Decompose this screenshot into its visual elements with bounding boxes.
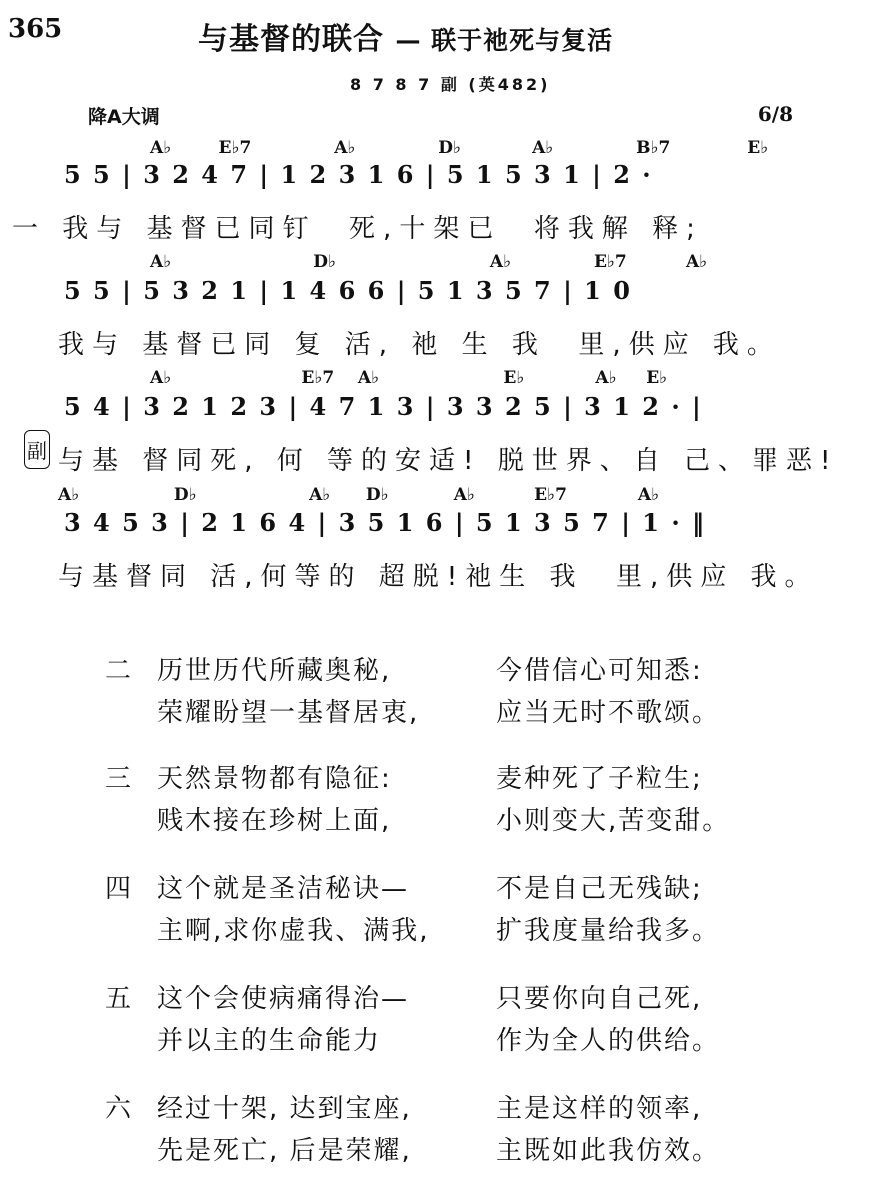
hymn-title xyxy=(198,14,613,58)
verse-line: 作为全人的供给。 xyxy=(496,1026,721,1056)
verse-line: 先是死亡, 后是荣耀, xyxy=(157,1136,412,1166)
verse-line: 只要你向自己死, xyxy=(496,984,703,1014)
verse-line: 天然景物都有隐征: xyxy=(157,764,392,794)
verse-number: 三 xyxy=(105,764,132,794)
verse-line: 主啊,求你虚我、满我, xyxy=(157,916,430,946)
chords-line-4: A♭ D♭ A♭ D♭ A♭ E♭7 A♭ xyxy=(58,485,660,505)
verse-line: 这个会使病痛得治— xyxy=(157,984,410,1014)
verse-line: 这个就是圣洁秘诀— xyxy=(157,874,410,904)
verse-line: 主是这样的领率, xyxy=(496,1094,703,1124)
time-signature: 6/8 xyxy=(757,102,793,126)
verse-line: 历世历代所藏奥秘, xyxy=(157,656,392,686)
verse-line: 经过十架, 达到宝座, xyxy=(157,1094,412,1124)
verse-number: 二 xyxy=(105,656,132,686)
verse-line: 荣耀盼望一基督居衷, xyxy=(157,698,420,728)
lyric-line-1: 一 我与 基督已同钉 死,十架已 将我解 释; xyxy=(12,214,703,244)
chords-line-2: A♭ D♭ A♭ E♭7 A♭ xyxy=(150,252,708,272)
verse-number: 六 xyxy=(105,1094,132,1124)
verse-line: 扩我度量给我多。 xyxy=(496,916,721,946)
verse-line: 小则变大,苦变甜。 xyxy=(496,806,731,836)
notes-line-3: 5 4 | 3 2 1 2 3 | 4 7 1 3 | 3 3 2 5 | 3 1 2 · | xyxy=(64,392,703,421)
lyric-line-2: 我与 基督已同 复 活, 祂 生 我 里,供应 我。 xyxy=(58,330,781,360)
title-main: 与基督的联合 xyxy=(198,22,384,57)
verse-line: 麦种死了子粒生; xyxy=(496,764,703,794)
lyric-line-3: 与基 督同死, 何 等的安适! 脱世界、自 己、罪恶! xyxy=(58,446,839,476)
chords-line-3: A♭ E♭7 A♭ E♭ A♭ E♭ xyxy=(150,368,668,388)
notes-line-1: 5 5 | 3 2 4 7 | 1 2 3 1 6 | 5 1 5 3 1 | 2 · xyxy=(64,160,653,189)
verse-line: 并以主的生命能力 xyxy=(157,1026,382,1056)
verse-line: 应当无时不歌颂。 xyxy=(496,698,721,728)
lyric-line-4: 与基督同 活,何等的 超脱!祂生 我 里,供应 我。 xyxy=(58,562,819,592)
notes-line-2: 5 5 | 5 3 2 1 | 1 4 6 6 | 5 1 3 5 7 | 1 0 xyxy=(64,276,632,305)
verse-number: 四 xyxy=(105,874,132,904)
title-sub: — 联于祂死与复活 xyxy=(395,26,614,55)
hymn-number: 365 xyxy=(8,14,63,44)
key-signature: 降A大调 xyxy=(88,106,160,128)
chords-line-1: A♭ E♭7 A♭ D♭ A♭ B♭7 E♭ xyxy=(150,138,769,158)
verse-line: 主既如此我仿效。 xyxy=(496,1136,721,1166)
verse-line: 不是自己无残缺; xyxy=(496,874,703,904)
verse-line: 今借信心可知悉: xyxy=(496,656,703,686)
chorus-label: 副 xyxy=(24,430,50,469)
verse-line: 贱木接在珍树上面, xyxy=(157,806,392,836)
notes-line-4: 3 4 5 3 | 2 1 6 4 | 3 5 1 6 | 5 1 3 5 7 | 1 · ‖ xyxy=(64,508,707,537)
meter-info: 8 7 8 7 副 (英482) xyxy=(350,75,551,94)
verse-number: 五 xyxy=(105,984,132,1014)
